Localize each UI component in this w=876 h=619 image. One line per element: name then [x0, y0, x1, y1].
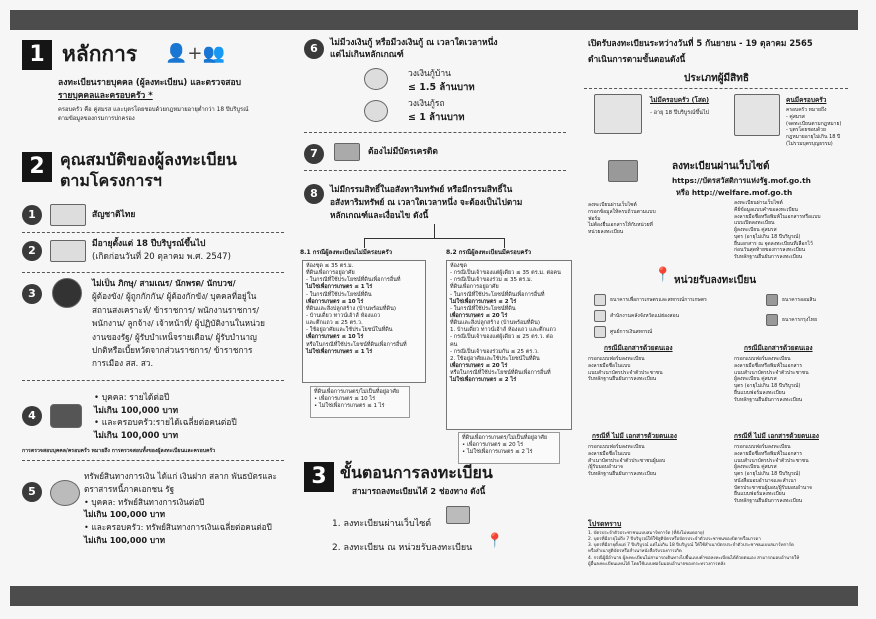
web-url-1: https://บัตรสวัสดิการแห่งรัฐ.mof.go.th — [672, 176, 811, 185]
bank-logo-icon — [594, 326, 606, 338]
box-line: - บ้านเดี่ยว ทาวน์เฮ้าส์ ห้องแถว — [306, 312, 381, 319]
unit-item: ศูนย์การเงินสหกรณ์ — [610, 329, 653, 335]
note-line: 1. บัตรประจำตัวประชาชนแบบสมาร์ทการ์ด (ที่ยังไม่หมดอายุ) — [588, 531, 705, 536]
criteria-1-text: สัญชาติไทย — [92, 210, 136, 220]
criteria-6-line1: ไม่มีวงเงินกู้ หรือมีวงเงินกู้ ณ เวลาใดเวลาหนึ่ง — [330, 38, 498, 48]
home-loan-value: ≤ 1.5 ล้านบาท — [408, 82, 475, 93]
web-family-steps — [734, 200, 821, 261]
case-nodocs-title-right: กรณีที่ ไม่มี เอกสารด้วยตนเอง — [734, 432, 819, 440]
note-line: ผู้อื่นลงทะเบียนแทนได้ โดยใช้แบบฟอร์มมอบอำนาจของกระทรวงการคลัง — [588, 561, 726, 567]
box-line: ไม่ใช่เพื่อการเกษตร ≤ 1 ไร่ — [306, 348, 373, 355]
bank-logo-icon — [766, 314, 778, 326]
car-loan-value: ≤ 1 ล้านบาท — [408, 112, 465, 123]
box-line: - กรณีเป็นเจ้าของร่วมกัน ≤ 25 ตร.ว. — [450, 348, 539, 355]
step-line: บุตร (อายุไม่เกิน 18 ปีบริบูรณ์) — [734, 233, 801, 240]
section-1-note1: ครอบครัว คือ คู่สมรส และบุตรโดยชอบด้วยกฎหมายอายุต่ำกว่า 18 ปีบริบูรณ์ — [58, 107, 249, 113]
divider — [22, 272, 284, 273]
criteria-3-line: พนักงาน/ ลูกจ้าง/ เจ้าหน้าที่/ ผู้ปฏิบัติงานในหน่วย — [92, 318, 265, 329]
family-note-line: ครอบครัว หมายถึง — [786, 107, 827, 113]
step-line: รับหลักฐานยืนยันการลงทะเบียน — [734, 254, 803, 260]
criteria-3-line: งานของรัฐ/ ผู้รับบำเหน็จรายเดือน/ ผู้รับบำนาญ — [92, 331, 257, 342]
box-line: ที่ดินและสิ่งปลูกสร้าง (บ้านพร้อมที่ดิน) — [306, 305, 396, 312]
step-line: กรอกแบบฟอร์มลงทะเบียน — [734, 444, 791, 450]
unit-item: สำนักงานคลังจังหวัดแม่ฮ่องสอน — [610, 313, 680, 319]
criteria-4-line: ไม่เกิน 100,000 บาท — [94, 405, 179, 416]
unit-title: หน่วยรับลงทะเบียน — [674, 275, 757, 286]
section-2-title-line1: คุณสมบัติของผู้ลงทะเบียน — [60, 150, 237, 169]
box-line: 2. ใช้อยู่อาศัยและใช้ประโยชน์ในที่ดิน — [450, 355, 540, 362]
no-family-criteria-box — [302, 260, 426, 383]
box-line: และตึกแถว ≤ 25 ตร.ว. — [306, 320, 363, 327]
criteria-1-number: 1 — [22, 205, 42, 225]
family-note-line: - บุตรโดยชอบด้วย — [786, 127, 826, 134]
prohibited-person-icon — [52, 278, 82, 308]
box-line: เพื่อการเกษตร ≤ 20 ไร่ — [450, 312, 508, 319]
step-line: ผู้ลงทะเบียน คู่สมรส — [734, 376, 777, 383]
id-card-icon — [50, 204, 86, 226]
criteria-5-line: ทรัพย์สินทางการเงิน ได้แก่ เงินฝาก สลาก พันธบัตรและ — [84, 471, 277, 481]
step-line: กรอกแบบฟอร์มลงทะเบียน — [588, 444, 645, 450]
bank-logo-icon — [766, 294, 778, 306]
box-line: - ใช้อยู่อาศัยและใช้ประโยชน์ในที่ดิน — [306, 327, 393, 334]
box-line: เพื่อการเกษตร ≤ 10 ไร่ — [306, 298, 364, 305]
criteria-4-line: • บุคคล: รายได้ต่อปี — [94, 393, 170, 403]
box-line: • ไม่ใช่เพื่อการเกษตร ≤ 2 ไร่ — [462, 449, 533, 456]
criteria-3-line: ปกติหรือเบี้ยหวัดจากส่วนราชการ/ ข้าราชการ — [92, 345, 253, 356]
house-icon — [364, 68, 388, 90]
laptop-icon — [608, 160, 638, 182]
tree-connector — [364, 238, 365, 248]
step-line: สำเนาบัตรประจำตัวประชาชนผู้มอบ — [588, 457, 666, 464]
box-line: เพื่อการเกษตร ≤ 10 ไร่ — [306, 334, 364, 341]
box-line: ไม่ใช่เพื่อการเกษตร ≤ 2 ไร่ — [450, 377, 517, 384]
criteria-3-list — [92, 277, 265, 371]
step-line: ลงลายมือชื่อหรือพิมพ์ในเอกสาร — [734, 450, 803, 457]
box-line: ที่ดินเพื่อการเกษตร/ไม่เป็นที่อยู่อาศัย — [462, 435, 548, 441]
criteria-3-line: ผู้ต้องขัง/ ผู้ถูกกักกัน/ ผู้ต้องกักขัง/ บุคคลที่อยู่ใน — [92, 291, 257, 302]
step-line: บุตร (อายุไม่เกิน 18 ปีบริบูรณ์) — [734, 383, 801, 389]
criteria-5-line: ไม่เกิน 100,000 บาท — [84, 534, 166, 545]
savings-icon — [50, 480, 80, 506]
step-line: ไม่ต้องยื่นเอกสารให้กับหน่วยที่ — [588, 222, 653, 229]
column-middle — [296, 34, 576, 584]
top-banner — [10, 10, 858, 30]
step-line: /ผู้รับมอบอำนาจ — [588, 464, 623, 471]
box-line: - กรณีเป็นเจ้าของแต่ผู้เดียว ≤ 35 ตร.ม. ต่อคน — [450, 270, 561, 277]
laptop-icon — [446, 506, 470, 524]
box-line: - ในกรณีที่ใช้ประโยชน์ที่ดิน — [306, 291, 372, 298]
section-3-title: ขั้นตอนการลงทะเบียน — [340, 463, 493, 482]
criteria-2-number: 2 — [22, 241, 42, 261]
case-nodocs-title-left: กรณีที่ ไม่มี เอกสารด้วยตนเอง — [592, 432, 677, 440]
step-line: ผู้ลงทะเบียน คู่สมรส — [734, 227, 777, 233]
web-url-2: หรือ http://welfare.mof.go.th — [676, 188, 793, 197]
criteria-8-line3: หลักเกณฑ์และเงื่อนไข ดังนี้ — [330, 210, 429, 220]
car-icon — [364, 100, 388, 122]
step-line: ลงลายมือชื่อหรือพิมพ์ในเอกสาร — [734, 362, 803, 369]
registration-period: เปิดรับลงทะเบียนระหว่างวันที่ 5 กันยายน - 19 ตุลาคม 2565 — [588, 38, 813, 48]
criteria-8-number: 8 — [304, 184, 324, 204]
box-line: - ในกรณีที่ใช้ประโยชน์ที่ดินเพื่อการอื่นที่ — [450, 291, 545, 298]
step-line: ลงทะเบียนผ่านเว็บไซต์ — [734, 200, 783, 206]
steps-heading: ดำเนินการตามขั้นตอนดังนี้ — [588, 54, 686, 64]
criteria-5-line: • บุคคล: ทรัพย์สินทางการเงินต่อปี — [84, 496, 205, 507]
section-1-line1: ลงทะเบียนรายบุคคล (ผู้ลงทะเบียน) และตรวจสอบ — [58, 78, 241, 88]
criteria-8-line1: ไม่มีกรรมสิทธิ์ในอสังหาริมทรัพย์ หรือมีกรรมสิทธิ์ใน — [330, 184, 513, 194]
criteria-4-line: • และครอบครัว:รายได้เฉลี่ยต่อคนต่อปี — [94, 418, 237, 428]
family-note-line: กฎหมายอายุไม่เกิน 18 ปี — [786, 134, 841, 140]
section-1-line2: รายบุคคลและครอบครัว * — [58, 91, 153, 101]
step-line: บุตร (อายุไม่เกิน 18 ปีบริบูรณ์) — [734, 471, 801, 477]
step-line: หน่วยลงทะเบียน — [588, 229, 624, 235]
note-line: 2. บุตรที่มีอายุไม่ถึง 7 ปีบริบูรณ์ให้ใช้สูติบัตรหรือบัตรประจำตัวประชาชนของบิดาหรือมารดา — [588, 537, 761, 543]
criteria-2-line2: (เกิดก่อนวันที่ 20 ตุลาคม พ.ศ. 2547) — [92, 252, 231, 262]
no-family-note: - อายุ 18 ปีบริบูรณ์ขึ้นไป — [650, 110, 710, 116]
family-note-line: (จดทะเบียนตามกฎหมาย) — [786, 120, 842, 127]
divider — [22, 460, 284, 461]
family-notes — [786, 107, 841, 148]
case-nodocs-left-steps — [588, 444, 665, 478]
rights-title: ประเภทผู้มีสิทธิ — [684, 73, 749, 84]
home-loan-label: วงเงินกู้บ้าน — [408, 69, 451, 79]
register-web-option: 1. ลงทะเบียนผ่านเว็บไซต์ — [332, 519, 432, 529]
bank-logo-icon — [594, 294, 606, 306]
column-left — [10, 34, 290, 584]
criteria-4-line: ไม่เกิน 100,000 บาท — [94, 430, 179, 441]
step-line: รับหลักฐานยืนยันการลงทะเบียน — [734, 396, 803, 403]
web-register-title: ลงทะเบียนผ่านเว็บไซต์ — [672, 161, 770, 172]
notes-list — [588, 531, 799, 568]
step-line: กรอกแบบฟอร์มลงทะเบียน — [734, 356, 791, 362]
criteria-3-line: ไม่เป็น ภิกษุ/ สามเณร/ นักพรต/ นักบวช/ — [92, 278, 236, 288]
box-line: หรือในกรณีที่ใช้ประโยชน์ที่ดินเพื่อการอื่นที่ — [306, 341, 407, 348]
tree-connector — [364, 238, 504, 239]
family-photo — [734, 94, 780, 136]
box-line: - ในกรณีที่ใช้ประโยชน์ที่ดินเพื่อการอื่นที่ — [306, 277, 401, 284]
divider — [304, 132, 566, 133]
box-line: - กรณีเป็นเจ้าของแต่ผู้เดียว ≤ 25 ตร.ว. ต่อ — [450, 334, 553, 341]
notes-title: โปรดทราบ — [588, 520, 622, 528]
family-icon: 👤+👥 — [165, 43, 225, 64]
criteria-5-line: ตราสารหนี้ภาคเอกชน รัฐ — [84, 483, 175, 494]
tree-connector — [504, 238, 505, 248]
criteria-6-line2: แต่ไม่เกินหลักเกณฑ์ — [330, 50, 404, 60]
step-line: ก่อนวันสุดท้ายของการลงทะเบียน — [734, 247, 806, 254]
step-line: บัตรประชาชนผู้มอบ/ผู้รับมอบอำนาจ — [734, 484, 812, 491]
register-unit-option: 2. ลงทะเบียน ณ หน่วยรับลงทะเบียน — [332, 543, 473, 553]
box-line: ที่ดินเพื่อการเกษตร/ไม่เป็นที่อยู่อาศัย — [314, 389, 400, 395]
step-line: แบบเปิดลงทะเบียน — [734, 220, 775, 227]
divider — [22, 380, 284, 381]
step-line: กรอกแบบฟอร์มลงทะเบียน — [588, 356, 645, 362]
criteria-3-line: การเมือง สส. สว. — [92, 358, 154, 369]
section-3-subtitle: สามารถลงทะเบียนได้ 2 ช่องทาง ดังนี้ — [352, 486, 486, 496]
column-right — [584, 34, 864, 584]
box-line: • เพื่อการเกษตร ≤ 20 ไร่ — [462, 442, 524, 449]
step-line: แนบสำเนาบัตรประจำตัวประชาชน — [734, 369, 809, 376]
web-no-family-steps — [588, 202, 656, 236]
location-pin-icon: 📍 — [486, 533, 504, 549]
box-line: คน — [450, 341, 458, 348]
note-line: 4. กรณีผู้มีอำนาจ ผู้ลงทะเบียนไม่สามารถเดินทางไปยื่นแบบคำขอลงทะเบียนได้ด้วยตนเอง สามารถมอบอำนาจให้ — [588, 555, 800, 561]
location-pin-icon: 📍 — [654, 267, 672, 283]
section-3-number: 3 — [304, 462, 334, 492]
tree-connector — [434, 224, 435, 238]
wallet-icon — [50, 404, 82, 428]
criteria-5-line: ไม่เกิน 100,000 บาท — [84, 509, 166, 520]
box-line: 1. บ้านเดี่ยว ทาวน์เฮ้าส์ ห้องแถว และตึกแถว — [450, 327, 556, 334]
step-line: ลงลายมือชื่อหรือพิมพ์ในเอกสารหรือแบบ — [734, 213, 821, 220]
criteria-4-number: 4 — [22, 406, 42, 426]
divider — [22, 232, 284, 233]
box-line: ไม่ใช่เพื่อการเกษตร ≤ 2 ไร่ — [450, 298, 517, 305]
step-line: รับหลักฐานยืนยันการลงทะเบียน — [588, 376, 657, 383]
box-line: ไม่ใช่เพื่อการเกษตร ≤ 1 ไร่ — [306, 284, 373, 291]
family-note-line: - คู่สมรส — [786, 113, 805, 120]
step-line: รับหลักฐานยืนยันการลงทะเบียน — [588, 471, 657, 477]
box-line: เพื่อการเกษตร ≤ 20 ไร่ — [450, 362, 508, 369]
step-line: ลงทะเบียนผ่านเว็บไซต์ — [588, 202, 637, 208]
step-line: ยื่นเอกสาร ณ จุดลงทะเบียนที่เลือกไว้ — [734, 240, 813, 247]
note-line: 3. บุตรที่มีอายุตั้งแต่ 7 ปีบริบูรณ์ แต่ไม่เกิน 18 ปีบริบูรณ์ ให้ใช้สำเนาบัตรประจำตัวประชาชนแบบสมาร์ทการ์ด — [588, 543, 794, 549]
case-docs-title-left: กรณีมีเอกสารด้วยตนเอง — [604, 344, 673, 352]
criteria-2-line1: มีอายุตั้งแต่ 18 ปีบริบูรณ์ขึ้นไป — [92, 239, 206, 249]
step-line: รับหลักฐานยืนยันการลงทะเบียน — [734, 498, 803, 504]
note-line: หรือสำเนาสูติบัตรหรือสำเนาหนังสือรับรองการเกิด — [588, 549, 682, 555]
criteria-3-line: สถานสงเคราะห์/ ข้าราชการ/ พนักงานราชการ/ — [92, 304, 260, 315]
family-title: คนมีครอบครัว — [786, 96, 827, 104]
section-2-title-line2: ตามโครงการฯ — [60, 171, 162, 190]
step-line: ผู้ลงทะเบียน คู่สมรส — [734, 464, 777, 471]
case-docs-right-steps — [734, 356, 809, 403]
section-1-number: 1 — [22, 40, 52, 70]
unit-item: ธนาคารเพื่อการเกษตรและสหกรณ์การเกษตร — [610, 297, 707, 303]
bank-logo-icon — [594, 310, 606, 322]
case-docs-title-right: กรณีมีเอกสารด้วยตนเอง — [744, 344, 813, 352]
step-line: ยื่นแบบฟอร์มลงทะเบียน — [734, 491, 786, 498]
section-2-number: 2 — [22, 152, 52, 182]
step-line: แนบสำเนาบัตรประจำตัวประชาชน — [588, 369, 663, 376]
box-line: - กรณีเป็นเจ้าของร่วม ≤ 35 ตร.ม. — [450, 277, 533, 284]
box-line: หรือในกรณีที่ใช้ประโยชน์ที่ดินเพื่อการอื่นที่ — [450, 370, 551, 377]
box-line: - ในกรณีที่ใช้ประโยชน์ที่ดิน — [450, 305, 516, 312]
step-line: กรอกข้อมูลให้ครบถ้วนตามแบบ — [588, 208, 656, 215]
case-docs-left-steps — [588, 356, 663, 383]
credit-card-icon — [334, 143, 360, 161]
criteria-8-line2: อสังหาริมทรัพย์ ณ เวลาใดเวลาหนึ่ง จะต้องเป็นไปตาม — [330, 197, 523, 207]
step-line: ลงลายมือชื่อในแบบ — [588, 362, 631, 369]
box-line: • เพื่อการเกษตร ≤ 10 ไร่ — [314, 396, 376, 403]
section-1-title: หลักการ — [62, 42, 138, 66]
step-line: หนังสือมอบอำนาจและสำเนา — [734, 477, 797, 484]
criteria-7-number: 7 — [304, 144, 324, 164]
case-family-title: 8.2 กรณีผู้ลงทะเบียนมีครอบครัว — [446, 249, 532, 256]
step-line: ยื่นแบบฟอร์มลงทะเบียน — [734, 389, 786, 396]
criteria-7-text: ต้องไม่มีบัตรเครดิต — [368, 147, 438, 157]
family-criteria-box — [446, 260, 572, 430]
no-family-title: ไม่มีครอบครัว (โสด) — [650, 96, 710, 104]
step-line: แนบสำเนาบัตรประจำตัวประชาชน — [734, 457, 809, 464]
box-line: • ไม่ใช่เพื่อการเกษตร ≤ 1 ไร่ — [314, 403, 385, 410]
step-line: ฟอร์ม — [588, 215, 601, 222]
box-line: ห้องชุด — [450, 263, 467, 269]
unit-item: ธนาคารออมสิน — [782, 297, 816, 303]
id-card-icon — [50, 240, 86, 262]
unit-item: ธนาคารกรุงไทย — [782, 317, 818, 323]
criteria-4-list — [94, 392, 237, 442]
criteria-5-list — [84, 470, 277, 547]
criteria-5-line: • และครอบครัว: ทรัพย์สินทางการเงินเฉลี่ยต่อคนต่อปี — [84, 522, 272, 533]
step-line: คีย์ข้อมูลแบบคำขอลงทะเบียน — [734, 206, 798, 213]
criteria-6-number: 6 — [304, 39, 324, 59]
box-line: ที่ดินเพื่อการอยู่อาศัย — [306, 270, 355, 277]
divider — [304, 170, 566, 171]
family-land-box — [458, 432, 560, 464]
case-no-family-title: 8.1 กรณีผู้ลงทะเบียนไม่มีครอบครัว — [300, 249, 393, 256]
box-line: ที่ดินและสิ่งปลูกสร้าง (บ้านพร้อมที่ดิน) — [450, 320, 540, 327]
box-line: ห้องชุด ≤ 35 ตร.ม. — [306, 263, 354, 269]
car-loan-label: วงเงินกู้รถ — [408, 99, 445, 109]
bottom-banner — [10, 586, 858, 606]
divider — [584, 88, 848, 89]
criteria-5-number: 5 — [22, 482, 42, 502]
criteria-3-number: 3 — [22, 284, 42, 304]
section-1-note2: ตามข้อมูลของกรมการปกครอง — [58, 116, 135, 122]
no-family-land-box — [310, 386, 410, 418]
box-line: ที่ดินเพื่อการอยู่อาศัย — [450, 284, 499, 291]
criteria-4-note: การตรวจสอบบุคคล/ครอบครัว หมายถึง การตรวจสอบทั้งของผู้ลงทะเบียนและครอบครัว — [22, 448, 216, 454]
case-nodocs-right-steps — [734, 444, 812, 505]
single-person-photo — [594, 94, 642, 134]
step-line: ลงลายมือชื่อในแบบ — [588, 450, 631, 457]
family-note-line: (ไม่รวมบุตรบุญธรรม) — [786, 140, 833, 147]
